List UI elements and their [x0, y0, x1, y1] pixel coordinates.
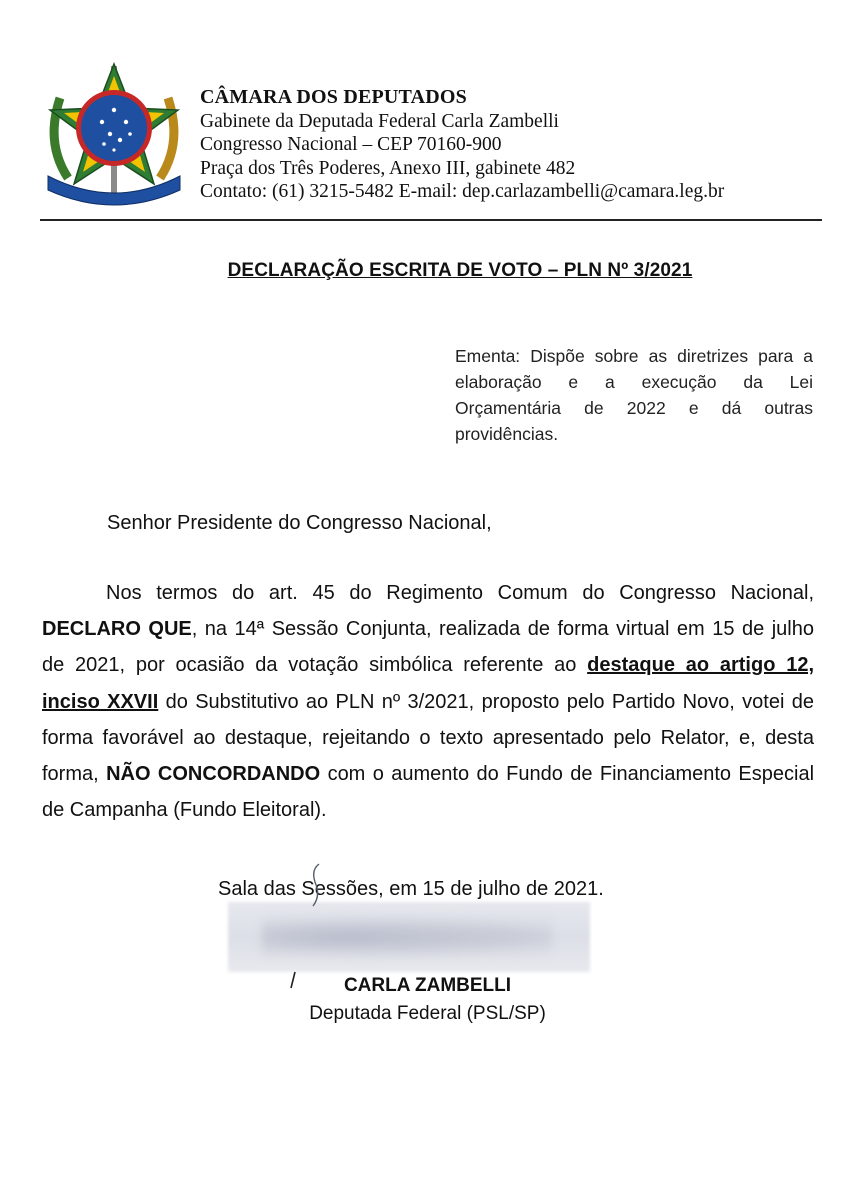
office-line: Gabinete da Deputada Federal Carla Zambelli [200, 110, 559, 132]
signer-role: Deputada Federal (PSL/SP) [309, 1003, 546, 1024]
ementa: Ementa: Dispõe sobre as diretrizes para a elaboração e a execução da Lei Orçamentária de 2022 e dá outras providências. [455, 346, 813, 444]
body-part-4: com o aumento do Fundo de Financiamento Especial de Campanha (Fundo Eleitoral). [42, 763, 815, 822]
destaque-reference: destaque ao artigo 12, inciso XXVII [42, 654, 815, 713]
place-date: Sala das Sessões, em 15 de julho de 2021. [218, 878, 604, 900]
salutation: Senhor Presidente do Congresso Nacional, [107, 512, 492, 534]
signer-name: CARLA ZAMBELLI [343, 975, 512, 996]
address-line-1: Congresso Nacional – CEP 70160-900 [200, 134, 502, 155]
coat-of-arms-icon [40, 58, 188, 208]
address-line-2: Praça dos Três Poderes, Anexo III, gabinete 482 [200, 157, 576, 179]
nao-concordando: NÃO CONCORDANDO [106, 763, 321, 786]
body-part-1: Nos termos do art. 45 do Regimento Comum do Congresso Nacional, [106, 582, 814, 604]
body-part-2: , na 14ª Sessão Conjunta, realizada de forma virtual em 15 de julho de 2021, por ocasião da votação simbólica referente ao [42, 618, 814, 677]
declaration-body [42, 575, 814, 828]
body-part-3: do Substitutivo ao PLN nº 3/2021, proposto pelo Partido Novo, votei de forma favorável ao destaque, rejeitando o texto apresentado pelo Relator, e, desta forma, [42, 690, 814, 786]
letterhead [200, 86, 724, 204]
document-title: DECLARAÇÃO ESCRITA DE VOTO – PLN Nº 3/2021 [227, 260, 693, 281]
contact-line: Contato: (61) 3215-5482 E-mail: dep.carlazambelli@camara.leg.br [200, 181, 725, 202]
header-divider [40, 219, 822, 221]
org-name: CÂMARA DOS DEPUTADOS [200, 86, 467, 108]
declaro-que: DECLARO QUE [42, 618, 192, 641]
